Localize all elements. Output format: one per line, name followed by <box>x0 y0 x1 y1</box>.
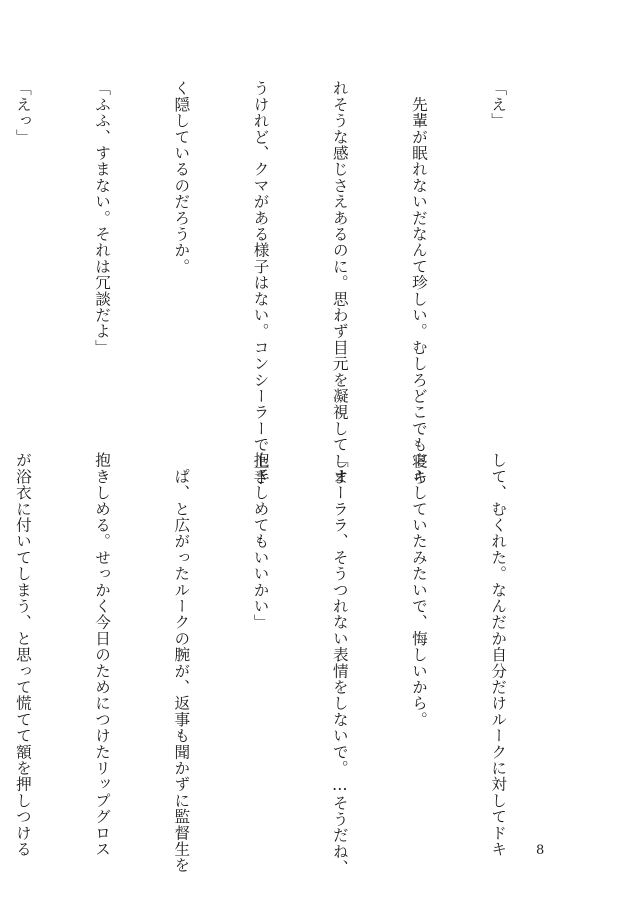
text-line: 抱きしめてもいいかい」 <box>251 452 270 631</box>
text-line: 抱きしめる。せっかく今日のためにつけたリップグロス <box>93 452 112 857</box>
text-line: うけれど、クマがある様子はない。コンシーラーで上手 <box>251 80 270 485</box>
text-line: が浴衣に付いてしまう、と思って慌てて額を押しつける <box>13 452 32 857</box>
text-line: ドキしていたみたいで、悔しいから。 <box>409 452 428 728</box>
text-line: く隠しているのだろうか。 <box>172 80 191 275</box>
text-line: れそうな感じさえあるのに。思わず目元を凝視してしま <box>330 80 349 485</box>
text-line: ぱ、と広がったルークの腕が、返事も聞かずに監督生を <box>172 452 191 874</box>
text-line: して、むくれた。なんだか自分だけルークに対してドキ <box>489 452 508 857</box>
text-line: 「え」 <box>489 80 508 129</box>
text-line: 「オーララ、そうつれない表情をしないで。…そうだね、 <box>330 452 349 876</box>
text-line: 先輩が眠れないだなんて珍しい。むしろどこでも寝ら <box>409 80 428 485</box>
text-line: 「ふふ、すまない。それは冗談だよ」 <box>93 80 112 356</box>
text-block-bottom <box>13 452 564 876</box>
text-line: 「えっ」 <box>13 80 32 145</box>
text-block-top <box>13 80 564 485</box>
page-number: 8 <box>536 843 545 858</box>
